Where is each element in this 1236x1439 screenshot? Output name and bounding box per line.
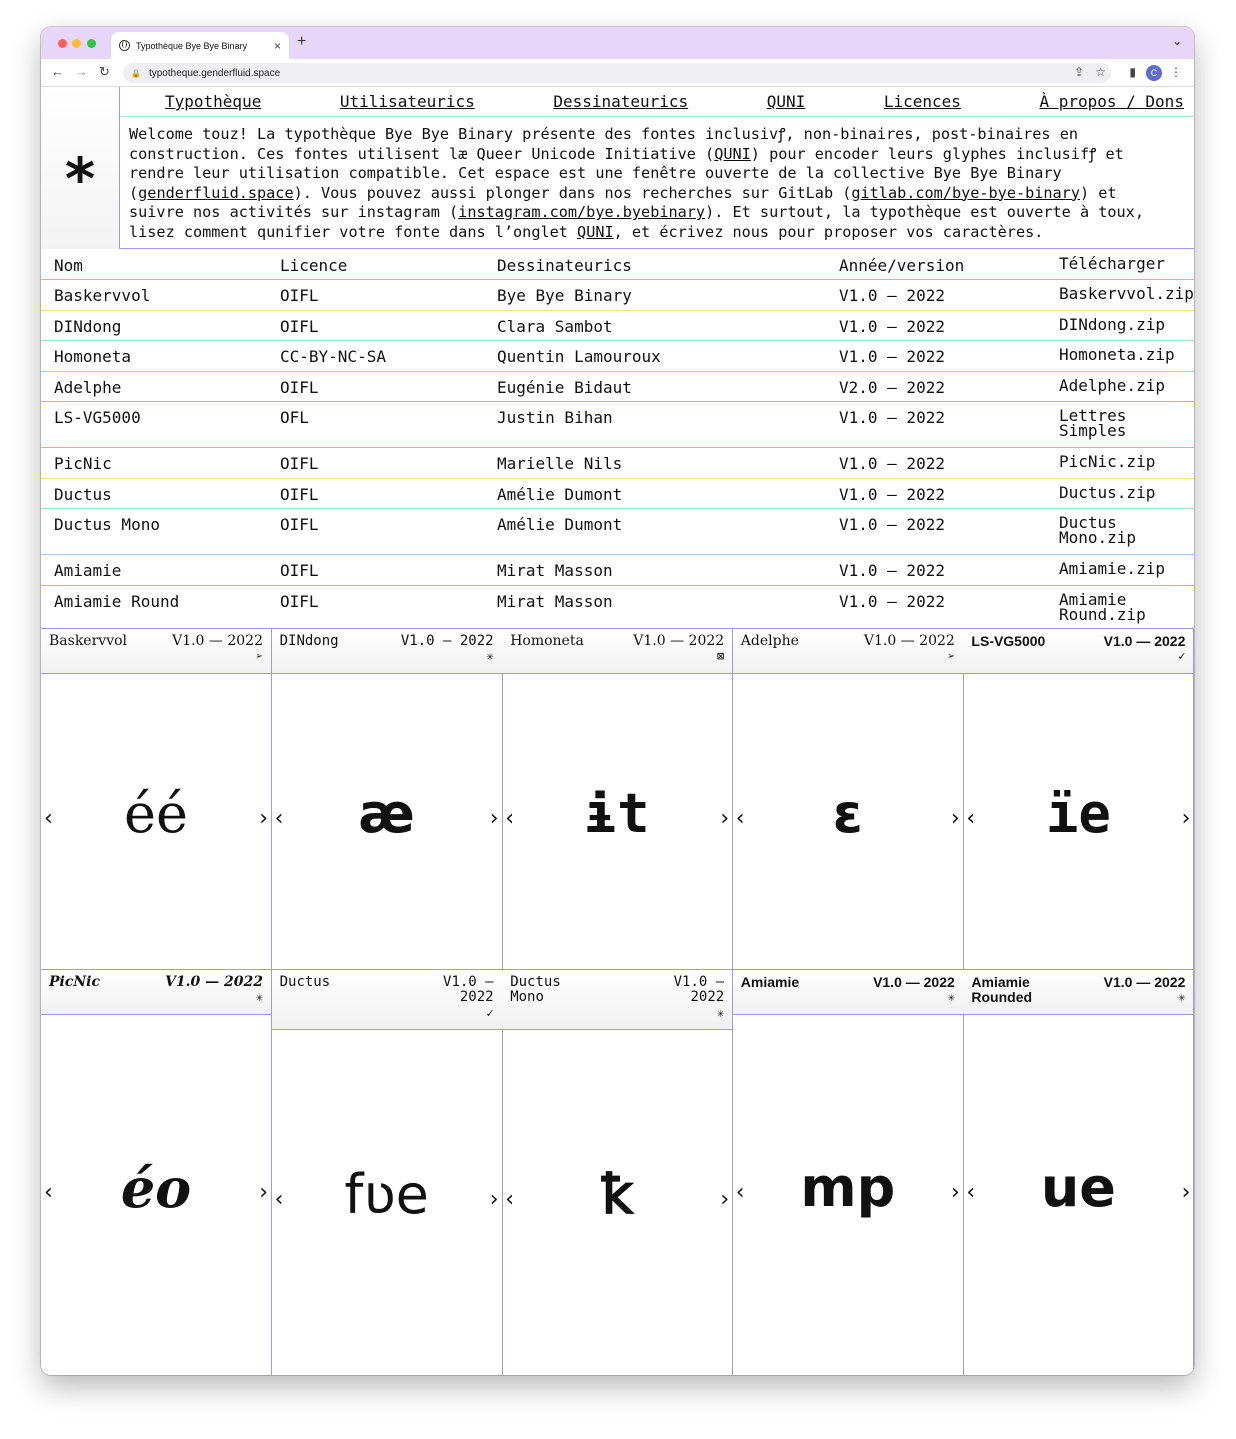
table-row <box>41 509 1194 555</box>
forward-icon[interactable]: → <box>75 64 88 79</box>
table-row <box>41 448 1194 479</box>
font-card-version: V1.0 — 2022 <box>873 974 955 990</box>
carousel-prev-icon[interactable]: ‹ <box>735 1179 745 1205</box>
asterisk-icon: ✳ <box>1178 990 1186 1004</box>
table-row <box>41 586 1194 632</box>
intro-line <box>129 203 1169 223</box>
table-cell: OIFL <box>280 484 319 504</box>
arrow-icon: ➢ <box>947 649 955 663</box>
download-link[interactable]: Ductus.zip <box>1059 482 1156 502</box>
check-icon: ✓ <box>1178 649 1186 663</box>
table-cell: Justin Bihan <box>497 408 613 427</box>
download-link[interactable]: Adelphe.zip <box>1059 375 1165 395</box>
font-card-version: V1.0 — 2022 <box>400 633 494 649</box>
table-cell: LS-VG5000 <box>54 408 141 427</box>
new-tab-button[interactable]: + <box>297 33 307 50</box>
font-card-name: Ductus <box>279 974 331 990</box>
carousel-prev-icon[interactable]: ‹ <box>44 1179 53 1205</box>
font-card-version: V1.0 — 2022 <box>673 974 725 1005</box>
intro-link[interactable]: QUNI <box>714 144 751 163</box>
font-glyph-preview: ɨt <box>584 782 650 845</box>
globe-icon <box>119 40 130 51</box>
font-card-header <box>733 970 963 1015</box>
table-cell: OIFL <box>280 591 319 611</box>
carousel-prev-icon[interactable]: ‹ <box>966 806 976 831</box>
intro-line <box>129 164 1169 184</box>
intro-text-segment: suivre nos activités sur instagram ( <box>129 203 459 221</box>
tab-title: Typothèque Bye Bye Binary <box>136 40 248 51</box>
download-link[interactable]: PicNic.zip <box>1059 452 1156 471</box>
page-content <box>41 87 1194 1375</box>
intro-text-segment: , et écrivez nous pour proposer vos caractères. <box>613 222 1044 241</box>
table-row <box>41 372 1194 403</box>
font-card <box>733 629 964 970</box>
font-card <box>272 970 503 1375</box>
table-cell: Homoneta <box>54 347 132 366</box>
font-card-header <box>502 629 732 674</box>
menu-link-quni[interactable]: QUNI <box>766 92 806 111</box>
intro-line <box>129 125 1169 145</box>
font-glyph-preview: æ <box>358 782 415 845</box>
intro-text-segment: ( <box>129 183 139 202</box>
table-cell: Bye Bye Binary <box>497 286 632 305</box>
carousel-next-icon[interactable]: › <box>1181 1179 1191 1205</box>
site-header <box>41 87 1194 249</box>
table-cell: OIFL <box>280 377 319 397</box>
table-cell: Amiamie Round <box>54 591 180 611</box>
carousel-prev-icon[interactable]: ‹ <box>505 806 514 831</box>
menu-link-utilisateurics[interactable]: Utilisateurics <box>339 92 475 111</box>
intro-text-segment: ). Et surtout, la typothèque est ouverte à toux, <box>705 203 1144 221</box>
table-cell: V1.0 — 2022 <box>839 515 945 534</box>
close-window-button[interactable] <box>58 39 67 48</box>
table-cell: OIFL <box>280 454 319 473</box>
intro-link[interactable]: QUNI <box>577 222 614 241</box>
table-cell: Ductus <box>54 484 112 504</box>
intro-text-segment: ). Vous pouvez aussi plonger dans nos recherches sur GitLab ( <box>293 183 852 202</box>
font-card-name: PicNic <box>49 974 101 990</box>
font-card <box>41 629 272 970</box>
reload-icon[interactable]: ↻ <box>99 64 110 79</box>
table-cell: Amélie Dumont <box>497 515 623 534</box>
download-link[interactable]: Baskervvol.zip <box>1059 284 1194 303</box>
font-card-name: Amiamie <box>740 974 800 990</box>
asterisk-icon: ✳ <box>947 990 955 1004</box>
font-card-name: Adelphe <box>740 633 799 649</box>
font-glyph-preview: ɛ <box>832 782 863 845</box>
font-glyph-preview: éo <box>120 1155 192 1220</box>
table-cell: CC-BY-NC-SA <box>280 347 386 366</box>
carousel-prev-icon[interactable]: ‹ <box>735 806 745 831</box>
font-card <box>502 629 733 970</box>
table-cell: Adelphe <box>54 377 122 397</box>
download-link[interactable]: Amiamie.zip <box>1059 559 1165 578</box>
table-cell: V1.0 — 2022 <box>839 347 945 366</box>
asterisk-logo-icon[interactable]: * <box>41 87 120 249</box>
arrow-icon: ➢ <box>255 649 263 663</box>
table-cell: V1.0 — 2022 <box>839 561 945 580</box>
table-row <box>41 479 1194 510</box>
font-card-version: V1.0 — 2022 <box>863 633 955 649</box>
browser-toolbar <box>41 59 1194 87</box>
boxed-x-icon: ⊠ <box>716 649 725 663</box>
intro-link[interactable]: instagram.com/bye.byebinary <box>458 203 706 221</box>
check-icon: ✓ <box>486 1006 494 1020</box>
intro-link[interactable]: genderfluid.space <box>138 183 294 202</box>
font-card-version: V1.0 — 2022 <box>633 633 725 649</box>
table-header-row <box>41 250 1194 280</box>
table-cell: V2.0 — 2022 <box>839 377 945 397</box>
carousel-next-icon[interactable]: › <box>259 1179 268 1205</box>
download-link[interactable]: Amiamie Round.zip <box>1059 589 1146 624</box>
table-cell: Quentin Lamouroux <box>497 347 661 366</box>
share-icon[interactable]: ⇪ <box>1073 65 1084 79</box>
table-cell: Eugénie Bidaut <box>497 377 632 397</box>
column-header: Année/version <box>839 256 965 275</box>
asterisk-icon: ✳ <box>716 1006 725 1020</box>
font-card-version: V1.0 — 2022 <box>1103 974 1186 990</box>
tab-bar <box>41 27 1194 59</box>
intro-text-segment: construction. Ces fontes utilisent læ Queer Unicode Initiative ( <box>129 144 715 163</box>
font-card-header <box>41 629 271 674</box>
font-card-header <box>41 970 271 1015</box>
table-cell: V1.0 — 2022 <box>839 454 945 473</box>
font-cards <box>41 628 1194 1375</box>
font-card-version: V1.0 — 2022 <box>172 633 263 649</box>
table-cell: V1.0 — 2022 <box>839 484 945 504</box>
font-card-version: V1.0 — 2022 <box>1103 633 1186 649</box>
table-cell: OIFL <box>280 286 319 305</box>
font-card-header <box>963 629 1193 674</box>
download-link[interactable]: DINdong.zip <box>1059 314 1165 334</box>
main-menu <box>120 87 1194 117</box>
intro-line <box>129 184 1169 204</box>
table-cell: DINdong <box>54 316 122 336</box>
intro-line <box>129 145 1169 165</box>
address-bar[interactable] <box>123 63 1111 83</box>
browser-window <box>41 27 1194 1375</box>
lock-icon: 🔒 <box>131 68 141 78</box>
table-cell: Ductus Mono <box>54 515 160 534</box>
font-card <box>502 970 733 1375</box>
font-card-version: V1.0 — 2022 <box>443 974 494 1005</box>
font-card-name: Baskervvol <box>49 633 128 649</box>
font-glyph-preview: ïe <box>1045 782 1111 845</box>
menu-link-typoth-que[interactable]: Typothèque <box>165 92 262 111</box>
carousel-next-icon[interactable]: › <box>1181 806 1191 831</box>
table-row <box>41 341 1194 372</box>
sidebar-icon[interactable]: ▮ <box>1129 65 1136 79</box>
intro-text-segment: Welcome touz! La typothèque Bye Bye Binary présente des fontes inclusivꝭ, non-binaires, post-binaires en <box>129 125 1078 143</box>
column-header: Licence <box>280 256 348 275</box>
table-cell: OIFL <box>280 515 319 534</box>
carousel-prev-icon[interactable]: ‹ <box>274 806 284 831</box>
profile-avatar[interactable]: C <box>1146 65 1162 81</box>
table-cell: Amiamie <box>54 561 122 580</box>
table-cell: V1.0 — 2022 <box>839 286 945 305</box>
carousel-next-icon[interactable]: › <box>489 1187 499 1212</box>
table-row <box>41 555 1194 586</box>
font-card-name: Ductus Mono <box>510 974 561 1005</box>
column-header: Télécharger <box>1059 254 1165 273</box>
intro-text <box>129 125 1169 242</box>
font-card-header <box>733 629 963 674</box>
column-header: Nom <box>54 256 83 275</box>
table-cell: V1.0 — 2022 <box>839 591 945 611</box>
menu-link-dessinateurics[interactable]: Dessinateurics <box>553 92 689 111</box>
asterisk-icon: ✳ <box>255 990 263 1004</box>
carousel-prev-icon[interactable]: ‹ <box>274 1187 284 1212</box>
table-row <box>41 311 1194 342</box>
carousel-next-icon[interactable]: › <box>950 806 960 831</box>
font-glyph-preview: ue <box>1040 1155 1116 1219</box>
table-row <box>41 402 1194 448</box>
bookmark-star-icon[interactable]: ☆ <box>1095 65 1106 79</box>
table-cell: Marielle Nils <box>497 454 623 473</box>
close-tab-icon[interactable]: × <box>273 38 281 53</box>
menu-kebab-icon[interactable]: ⋮ <box>1170 65 1182 79</box>
font-card-version: V1.0 — 2022 <box>165 974 263 990</box>
asterisk-icon: ✳ <box>486 649 494 663</box>
download-link[interactable]: Ductus Mono.zip <box>1059 513 1137 547</box>
menu-link--propos-dons[interactable]: À propos / Dons <box>1039 92 1184 111</box>
font-card <box>41 970 272 1375</box>
carousel-prev-icon[interactable]: ‹ <box>44 806 53 831</box>
carousel-prev-icon[interactable]: ‹ <box>966 1179 976 1205</box>
table-cell: Baskervvol <box>54 286 151 305</box>
font-glyph-preview: mp <box>800 1155 896 1219</box>
font-card-name: DINdong <box>279 633 339 649</box>
carousel-next-icon[interactable]: › <box>720 1187 730 1212</box>
table-cell: V1.0 — 2022 <box>839 316 945 336</box>
carousel-next-icon[interactable]: › <box>489 806 499 831</box>
zoom-window-button[interactable] <box>87 39 96 48</box>
intro-text-segment: rendre leur utilisation compatible. Cet espace est une fenêtre ouverte de la collective Bye Bye Binary <box>129 164 1062 182</box>
table-cell: OIFL <box>280 561 319 580</box>
font-card-header <box>502 970 732 1030</box>
font-card <box>272 629 503 970</box>
intro-link[interactable]: gitlab.com/bye-bye-binary <box>851 183 1080 202</box>
carousel-next-icon[interactable]: › <box>259 806 268 831</box>
font-card <box>963 970 1194 1375</box>
url-text: typotheque.genderfluid.space <box>148 67 281 79</box>
column-header: Dessinateurics <box>497 256 632 275</box>
font-card-header <box>272 629 502 674</box>
table-cell: Mirat Masson <box>497 561 613 580</box>
font-card-header <box>272 970 502 1030</box>
table-cell: OFL <box>280 408 309 427</box>
table-row <box>41 280 1194 311</box>
font-glyph-preview: ꝁ <box>601 1163 633 1226</box>
table-cell: Mirat Masson <box>497 591 613 611</box>
intro-text-segment: ) pour encoder leurs glyphes inclusifꝭ et <box>750 144 1124 163</box>
font-card-name: LS-VG5000 <box>971 633 1046 649</box>
font-card-name: Homoneta <box>510 633 584 649</box>
menu-link-licences[interactable]: Licences <box>883 92 961 111</box>
fonts-table <box>41 250 1194 632</box>
font-card-name: Amiamie Rounded <box>971 974 1033 1005</box>
table-cell: OIFL <box>280 316 319 336</box>
carousel-next-icon[interactable]: › <box>720 806 730 831</box>
table-cell: Clara Sambot <box>497 316 613 336</box>
download-link[interactable]: Homoneta.zip <box>1059 345 1175 364</box>
font-card <box>963 629 1194 970</box>
back-icon[interactable]: ← <box>51 64 64 79</box>
font-glyph-preview: fʋe <box>344 1163 429 1226</box>
table-cell: Amélie Dumont <box>497 484 623 504</box>
carousel-prev-icon[interactable]: ‹ <box>505 1187 514 1212</box>
intro-line <box>129 223 1169 243</box>
table-cell: V1.0 — 2022 <box>839 408 945 427</box>
font-card-header <box>963 970 1193 1015</box>
intro-text-segment: lisez comment qunifier votre fonte dans l’onglet <box>129 222 578 241</box>
table-cell: PicNic <box>54 454 112 473</box>
intro-text-segment: ) et <box>1079 183 1117 202</box>
font-glyph-preview: éé <box>124 782 188 845</box>
carousel-next-icon[interactable]: › <box>950 1179 960 1205</box>
font-card <box>733 970 964 1375</box>
browser-tab[interactable] <box>111 32 289 59</box>
download-link[interactable]: Lettres Simples <box>1059 406 1127 440</box>
minimize-window-button[interactable] <box>72 39 81 48</box>
tab-search-icon[interactable]: ⌄ <box>1171 34 1182 48</box>
